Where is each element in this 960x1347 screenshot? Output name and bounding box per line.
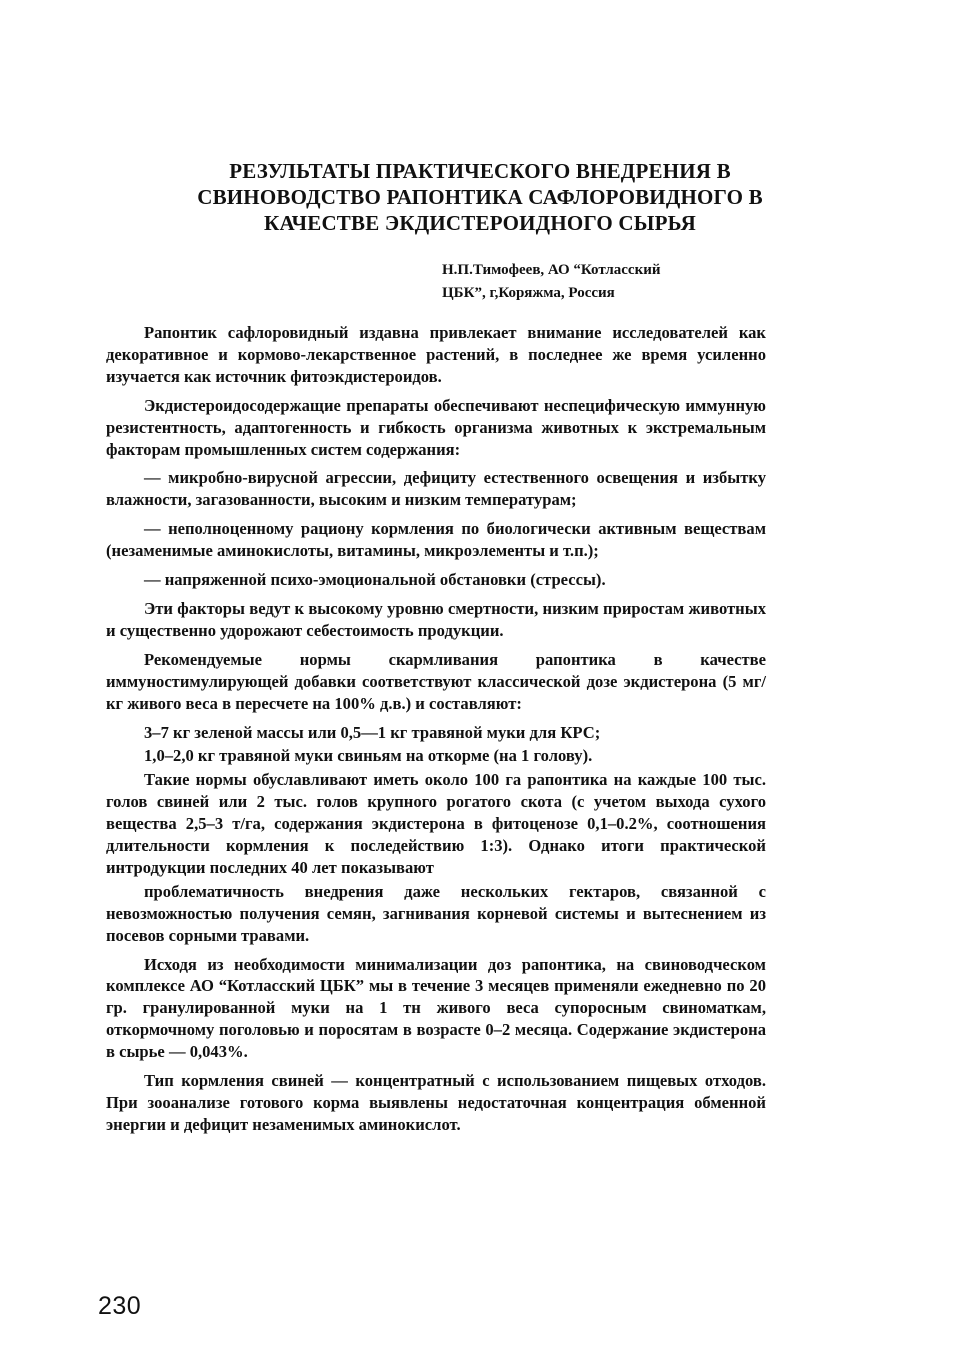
paragraph: Экдистероидосодержащие препараты обеспечивают неспецифическую иммунную резистентность, адаптогенность и гибкость организма животных к экстремальным факторам промышленных систем содержания: bbox=[106, 395, 766, 459]
title-line: СВИНОВОДСТВО РАПОНТИКА САФЛОРОВИДНОГО В bbox=[197, 185, 763, 209]
paragraph: проблематичность внедрения даже нескольких гектаров, связанной с невозможностью получения семян, загнивания корневой системы и вытеснением из посевов сорными травами. bbox=[106, 881, 766, 945]
page-number: 230 bbox=[98, 1292, 142, 1320]
list-item-paragraph: — неполноценному рациону кормления по биологически активным веществам (незаменимые аминокислоты, витамины, микроэлементы и т.п.); bbox=[106, 519, 766, 561]
article-body bbox=[106, 322, 766, 1143]
paragraph: Такие нормы обуславливают иметь около 100 га рапонтика на каждые 100 тыс. голов свиней или 2 тыс. голов крупного рогатого скота (с учетом выхода сухого вещества 2,5–3 т/га, содержания экдистерона в фитоценозе 0,1–0.2%, соотношения длительности кормления к последействию 1:3). Однако итоги практической интродукции последних 40 лет показывают bbox=[106, 770, 766, 877]
list-item-paragraph: — напряженной психо-эмоциональной обстановки (стрессы). bbox=[144, 570, 606, 590]
author-line: Н.П.Тимофеев, АО “Котласский bbox=[442, 262, 661, 278]
paragraph: Исходя из необходимости минимализации доз рапонтика, на свиноводческом комплексе АО “Котласский ЦБК” мы в течение 3 месяцев применяли ежедневно по 20 гр. гранулированной муки на 1 тн живого веса супоросным свиноматкам, откормочному поголовью и поросятам в возрасте 0–2 месяца. Содержание экдистерона в сырье — 0,043%. bbox=[106, 954, 766, 1062]
title-line: КАЧЕСТВЕ ЭКДИСТЕРОИДНОГО СЫРЬЯ bbox=[264, 211, 696, 235]
paragraph: Рапонтик сафлоровидный издавна привлекает внимание исследователей как декоративное и кормово-лекарственное растений, в последнее же время усиленно изучается как источник фитоэкдистероидов. bbox=[106, 323, 766, 386]
title-line: РЕЗУЛЬТАТЫ ПРАКТИЧЕСКОГО ВНЕДРЕНИЯ В bbox=[229, 159, 731, 183]
author-affiliation bbox=[442, 259, 772, 305]
article-title bbox=[120, 158, 840, 236]
author-line: ЦБК”, г,Коряжма, Россия bbox=[442, 285, 615, 301]
paragraph: Рекомендуемые нормы скармливания рапонтика в качестве иммуностимулирующей добавки соответствуют классической дозе экдистерона (5 мг/кг живого веса в пересчете на 100% д.в.) и составляют: bbox=[106, 649, 766, 713]
paragraph: Тип кормления свиней — концентратный с использованием пищевых отходов. При зооанализе готового корма выявлены недостаточная концентрация обменной энергии и дефицит незаменимых аминокислот. bbox=[106, 1071, 766, 1134]
norm-line: 1,0–2,0 кг травяной муки свиньям на откорме (на 1 голову). bbox=[144, 746, 593, 766]
norm-line: 3–7 кг зеленой массы или 0,5—1 кг травяной муки для КРС; bbox=[144, 722, 601, 742]
list-item-paragraph: — микробно-вирусной агрессии, дефициту естественного освещения и избытку влажности, загазованности, высоким и низким температурам; bbox=[106, 468, 766, 510]
paragraph: Эти факторы ведут к высокому уровню смертности, низким приростам животных и существенно удорожают себестоимость продукции. bbox=[106, 598, 766, 640]
